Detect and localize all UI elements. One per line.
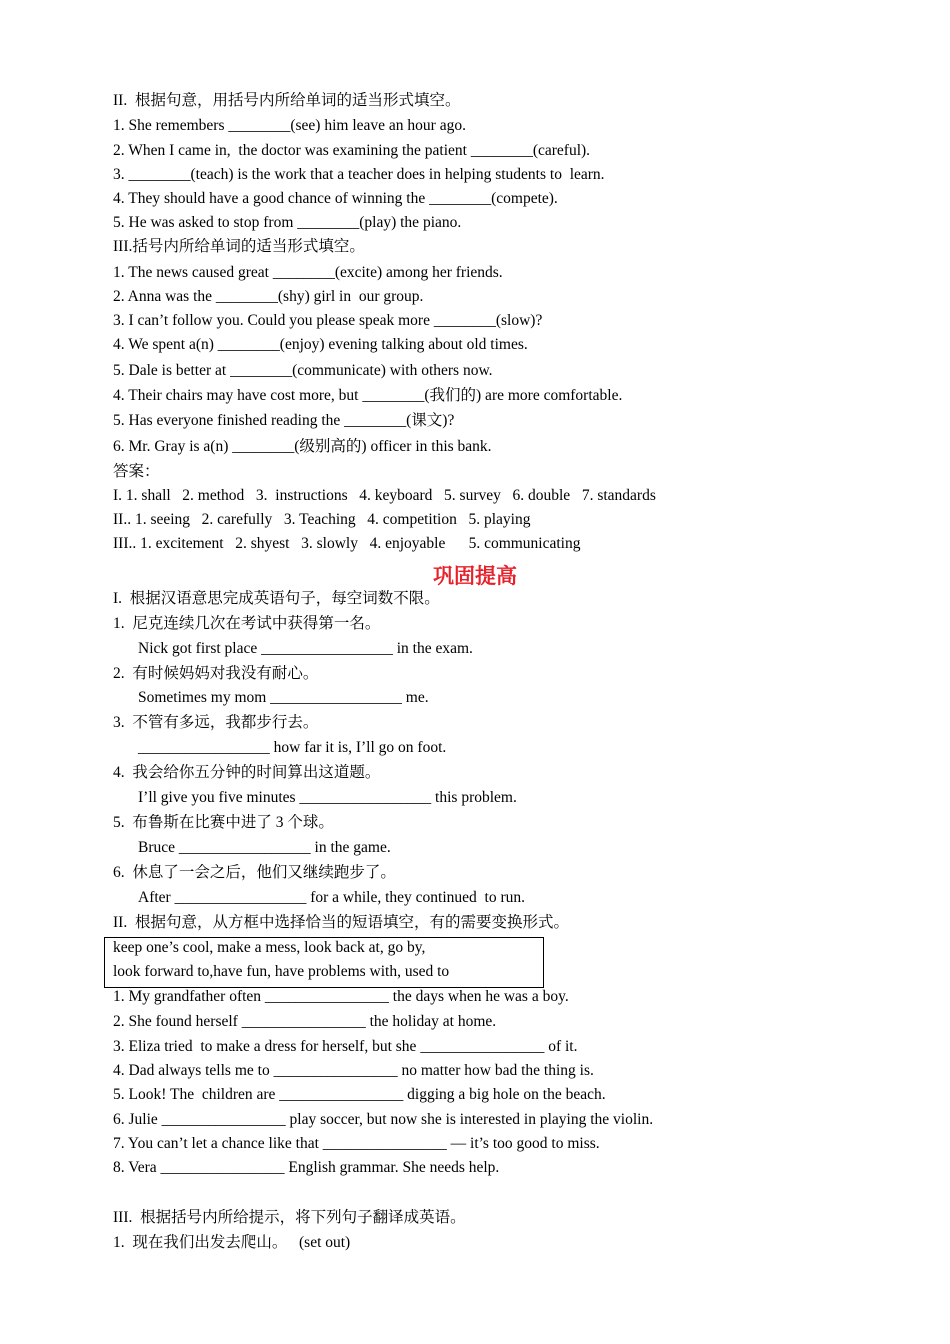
exercise-item: 6. Julie ________________ play soccer, but now she is interested in playing the violin. xyxy=(113,1111,654,1128)
exercise-item: 4. We spent a(n) ________(enjoy) evening talking about old times. xyxy=(113,336,528,353)
phrase-box-line: keep one’s cool, make a mess, look back at, go by, xyxy=(113,939,426,956)
exercise-item: 2. She found herself ________________ the holiday at home. xyxy=(113,1013,497,1030)
exercise-item: 7. You can’t let a chance like that ________________ — it’s too good to miss. xyxy=(113,1135,600,1152)
text-line: III.括号内所给单词的适当形式填空。 xyxy=(113,238,365,255)
exercise-item: 1. She remembers ________(see) him leave an hour ago. xyxy=(113,117,466,134)
exercise-item: 4. Dad always tells me to ________________ no matter how bad the thing is. xyxy=(113,1062,594,1079)
exercise-item: 1. My grandfather often ________________ the days when he was a boy. xyxy=(113,988,569,1005)
text-line: 4. 我会给你五分钟的时间算出这道题。 xyxy=(113,764,381,781)
text-line: III.. 1. excitement 2. shyest 3. slowly 4. enjoyable 5. communicating xyxy=(113,535,581,552)
text-line: 1. 现在我们出发去爬山。 (set out) xyxy=(113,1234,351,1251)
exercise-item: 8. Vera ________________ English grammar. She needs help. xyxy=(113,1159,500,1176)
text-line: 5. 布鲁斯在比赛中进了 3 个球。 xyxy=(113,814,334,831)
exercise-item: 4. They should have a good chance of winning the ________(compete). xyxy=(113,190,558,207)
exercise-item: 5. He was asked to stop from ________(play) the piano. xyxy=(113,214,462,231)
exercise-item: 5. Has everyone finished reading the ________(课文)? xyxy=(113,412,455,429)
exercise-item: Nick got first place _________________ in the exam. xyxy=(138,640,473,657)
text-line: III. 根据括号内所给提示，将下列句子翻译成英语。 xyxy=(113,1209,466,1226)
text-line: II. 根据句意，用括号内所给单词的适当形式填空。 xyxy=(113,92,461,109)
exercise-item: After _________________ for a while, they continued to run. xyxy=(138,889,525,906)
exercise-item: 2. Anna was the ________(shy) girl in our group. xyxy=(113,288,424,305)
exercise-item: 2. When I came in, the doctor was examining the patient ________(careful). xyxy=(113,142,591,159)
text-line: 答案： xyxy=(113,463,160,480)
exercise-item: 6. Mr. Gray is a(n) ________(级别高的) officer in this bank. xyxy=(113,438,492,455)
phrase-box-line: look forward to,have fun, have problems with, used to xyxy=(113,963,450,980)
text-line: 2. 有时候妈妈对我没有耐心。 xyxy=(113,665,319,682)
exercise-item: 3. ________(teach) is the work that a teacher does in helping students to learn. xyxy=(113,166,605,183)
text-line: I. 1. shall 2. method 3. instructions 4. keyboard 5. survey 6. double 7. standards xyxy=(113,487,656,504)
exercise-item: 3. Eliza tried to make a dress for herself, but she ________________ of it. xyxy=(113,1038,578,1055)
exercise-item: 4. Their chairs may have cost more, but ________(我们的) are more comfortable. xyxy=(113,387,623,404)
exercise-item: 3. I can’t follow you. Could you please speak more ________(slow)? xyxy=(113,312,543,329)
exercise-item: _________________ how far it is, I’ll go on foot. xyxy=(138,739,447,756)
exercise-item: 5. Dale is better at ________(communicate) with others now. xyxy=(113,362,493,379)
text-line: 1. 尼克连续几次在考试中获得第一名。 xyxy=(113,615,381,632)
exercise-item: Bruce _________________ in the game. xyxy=(138,839,391,856)
section-title: 巩固提高 xyxy=(433,564,517,588)
text-line: II. 根据句意，从方框中选择恰当的短语填空，有的需要变换形式。 xyxy=(113,914,569,931)
exercise-item: Sometimes my mom _________________ me. xyxy=(138,689,429,706)
text-line: 6. 休息了一会之后，他们又继续跑步了。 xyxy=(113,864,396,881)
text-line: I. 根据汉语意思完成英语句子，每空词数不限。 xyxy=(113,590,440,607)
exercise-item: 5. Look! The children are ________________ digging a big hole on the beach. xyxy=(113,1086,606,1103)
text-line: II.. 1. seeing 2. carefully 3. Teaching 4. competition 5. playing xyxy=(113,511,531,528)
text-line: 3. 不管有多远，我都步行去。 xyxy=(113,714,319,731)
exercise-item: I’ll give you five minutes _________________ this problem. xyxy=(138,789,517,806)
exercise-item: 1. The news caused great ________(excite) among her friends. xyxy=(113,264,503,281)
